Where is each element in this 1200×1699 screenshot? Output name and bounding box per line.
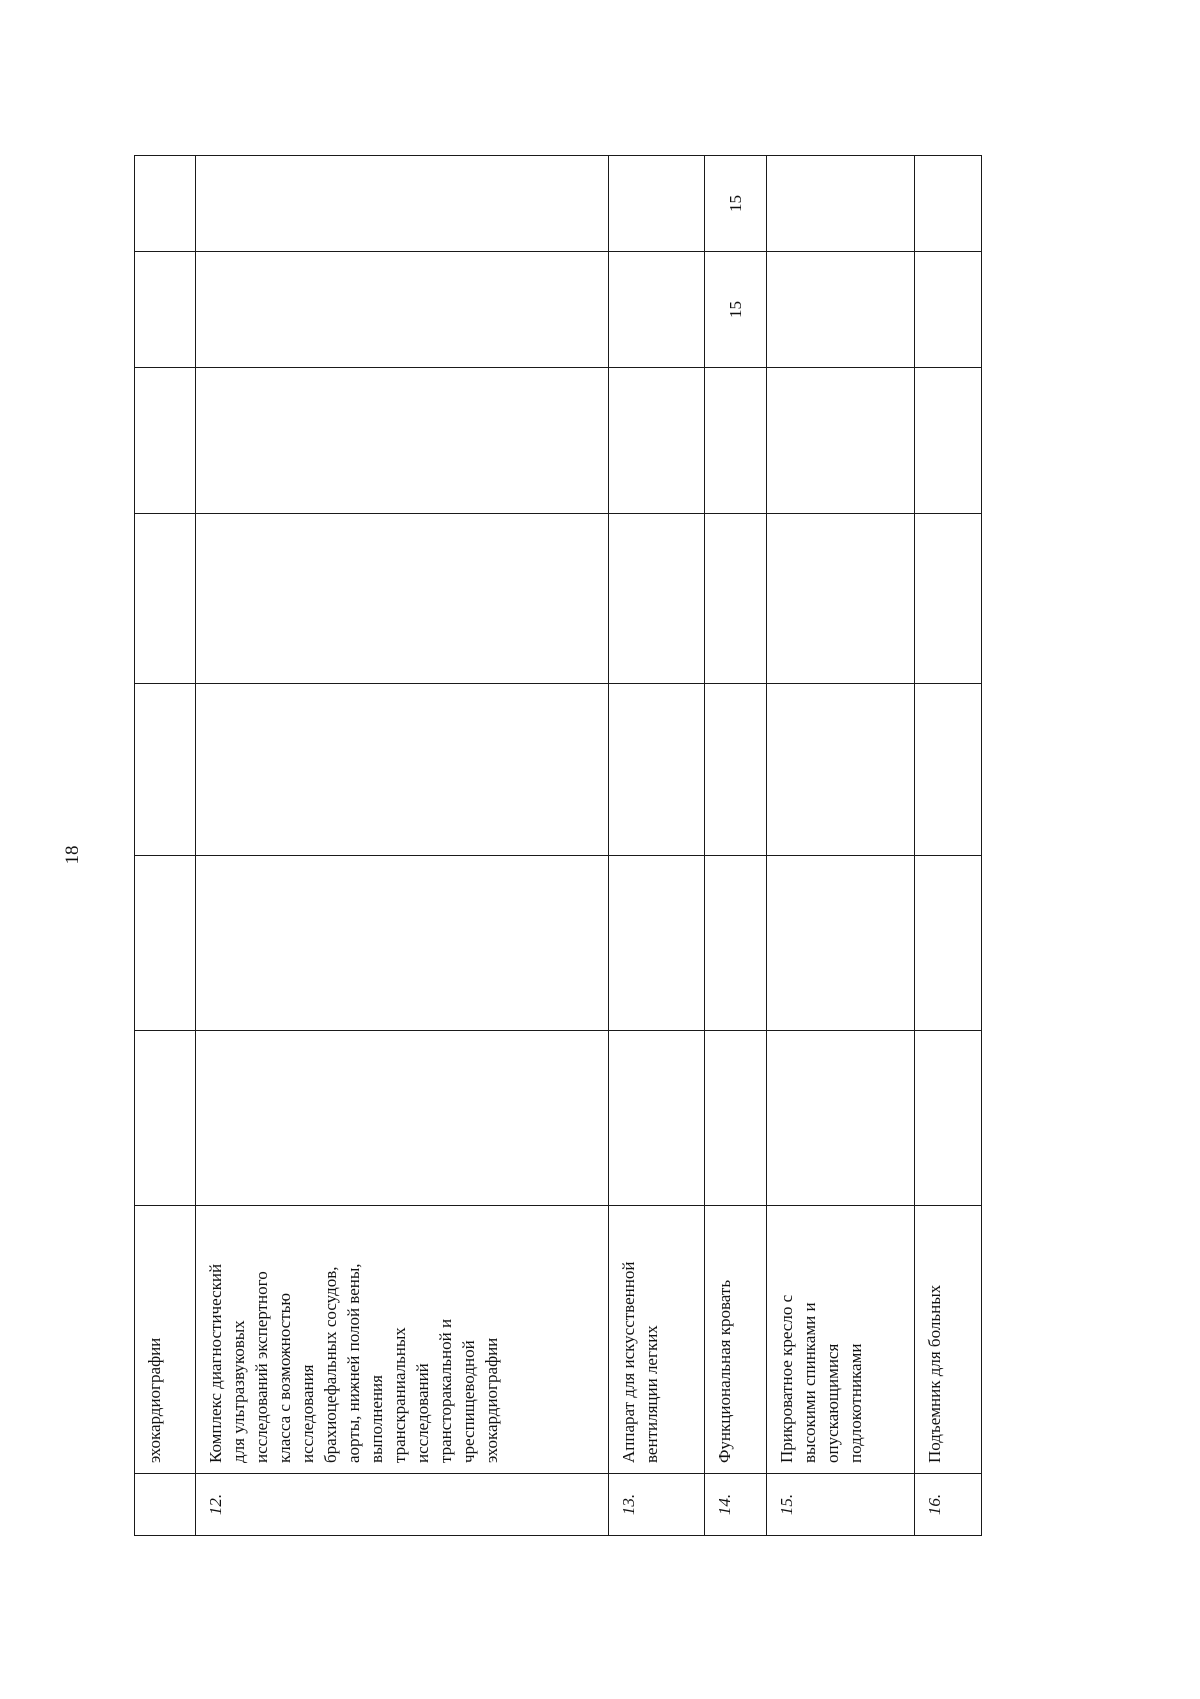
quantity-cell xyxy=(767,514,915,684)
quantity-cell xyxy=(196,252,609,368)
quantity-cell xyxy=(135,252,196,368)
row-number: 15. xyxy=(767,1474,915,1536)
quantity-cell xyxy=(767,368,915,514)
equipment-name: Аппарат для искусственной вентиляции легких xyxy=(609,1206,705,1474)
row-number: 12. xyxy=(196,1474,609,1536)
quantity-cell xyxy=(609,368,705,514)
quantity-cell: 15 xyxy=(705,252,767,368)
row-number xyxy=(135,1474,196,1536)
quantity-cell xyxy=(914,1031,981,1206)
quantity-cell xyxy=(196,156,609,252)
quantity-cell xyxy=(705,1031,767,1206)
quantity-cell xyxy=(767,252,915,368)
quantity-cell xyxy=(135,684,196,856)
quantity-cell xyxy=(767,856,915,1031)
table-row xyxy=(609,156,705,1536)
quantity-cell xyxy=(609,252,705,368)
equipment-name: Подъемник для больных xyxy=(914,1206,981,1474)
row-number: 13. xyxy=(609,1474,705,1536)
quantity-cell xyxy=(705,368,767,514)
quantity-cell xyxy=(705,514,767,684)
table-row xyxy=(135,156,196,1536)
quantity-cell xyxy=(914,368,981,514)
quantity-cell xyxy=(914,156,981,252)
quantity-cell xyxy=(705,684,767,856)
quantity-cell xyxy=(196,368,609,514)
equipment-name: Комплекс диагностический для ультразвуковых исследований экспертного класса с возможностью исследования брахиоцефальных сосудов, аорты, нижней полой вены, выполнения транскраниальных исследований трансторакальной и чреспищеводной эхокардиографии xyxy=(196,1206,609,1474)
quantity-cell xyxy=(609,1031,705,1206)
row-number: 16. xyxy=(914,1474,981,1536)
quantity-cell xyxy=(767,684,915,856)
table-row xyxy=(705,156,767,1536)
quantity-cell xyxy=(914,856,981,1031)
quantity-cell: 15 xyxy=(705,156,767,252)
quantity-cell xyxy=(705,856,767,1031)
equipment-name: эхокардиографии xyxy=(135,1206,196,1474)
quantity-cell xyxy=(767,1031,915,1206)
quantity-cell xyxy=(767,156,915,252)
quantity-cell xyxy=(196,684,609,856)
equipment-name: Функциональная кровать xyxy=(705,1206,767,1474)
quantity-cell xyxy=(135,1031,196,1206)
quantity-cell xyxy=(914,684,981,856)
equipment-name: Прикроватное кресло с высокими спинками и опускающимися подлокотниками xyxy=(767,1206,915,1474)
table-row xyxy=(767,156,915,1536)
quantity-cell xyxy=(135,856,196,1031)
quantity-cell xyxy=(609,156,705,252)
equipment-table-rotated xyxy=(134,156,982,1536)
table-row xyxy=(196,156,609,1536)
quantity-cell xyxy=(196,514,609,684)
quantity-cell xyxy=(914,514,981,684)
quantity-cell xyxy=(914,252,981,368)
quantity-cell xyxy=(196,1031,609,1206)
quantity-cell xyxy=(609,684,705,856)
quantity-cell xyxy=(609,856,705,1031)
row-number: 14. xyxy=(705,1474,767,1536)
quantity-cell xyxy=(609,514,705,684)
page-number: 18 xyxy=(62,845,83,865)
table-row xyxy=(914,156,981,1536)
quantity-cell xyxy=(135,156,196,252)
equipment-table xyxy=(134,155,982,1536)
quantity-cell xyxy=(196,856,609,1031)
quantity-cell xyxy=(135,514,196,684)
quantity-cell xyxy=(135,368,196,514)
